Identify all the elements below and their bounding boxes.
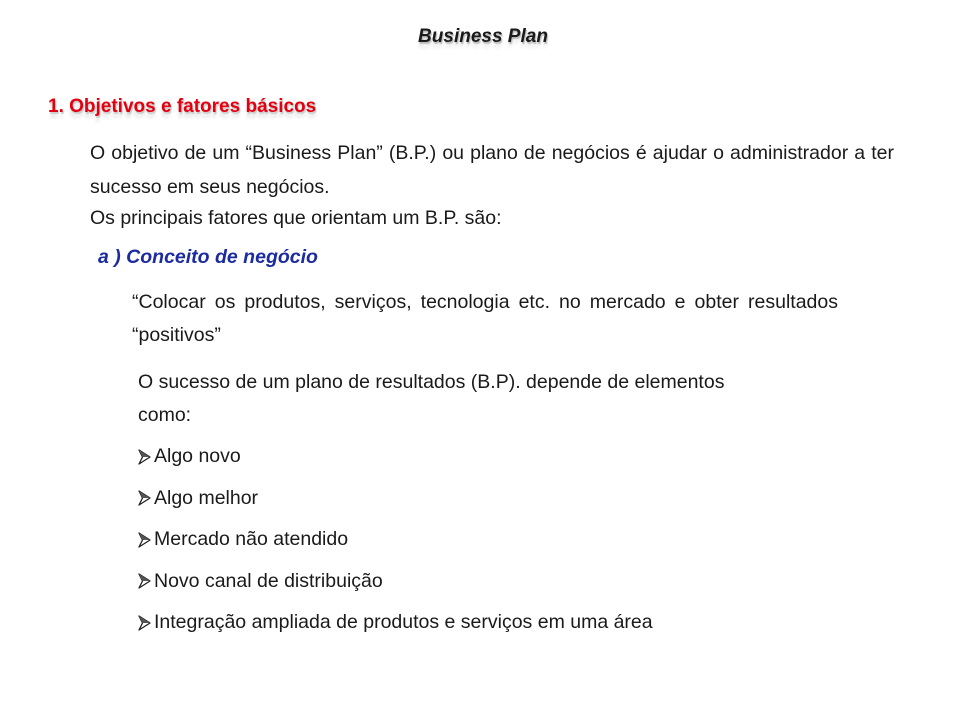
elements-list bbox=[138, 436, 653, 644]
slide-title: Business Plan bbox=[418, 26, 548, 47]
concept-quote: “Colocar os produtos, serviços, tecnologia etc. no mercado e obter resultados “positivos” bbox=[132, 291, 838, 346]
list-item bbox=[138, 519, 653, 561]
list-item-label: Mercado não atendido bbox=[154, 528, 349, 551]
business-concept-heading: a ) Conceito de negócio bbox=[98, 246, 318, 268]
arrow-bullet-icon bbox=[138, 615, 151, 631]
list-item-label: Algo melhor bbox=[154, 486, 259, 509]
list-item bbox=[138, 436, 653, 478]
arrow-bullet-icon bbox=[138, 490, 151, 506]
list-item-label: Integração ampliada de produtos e serviços em uma área bbox=[154, 611, 653, 634]
list-item-label: Algo novo bbox=[154, 445, 241, 468]
list-item bbox=[138, 561, 653, 603]
section-heading: 1. Objetivos e fatores básicos bbox=[48, 96, 317, 117]
list-item bbox=[138, 602, 653, 644]
arrow-bullet-icon bbox=[138, 449, 151, 465]
list-item bbox=[138, 478, 653, 520]
factors-paragraph: Os principais fatores que orientam um B.P. são: bbox=[90, 207, 502, 229]
success-paragraph: O sucesso de um plano de resultados (B.P). depende de elementos como: bbox=[138, 371, 725, 426]
intro-paragraph: O objetivo de um “Business Plan” (B.P.) ou plano de negócios é ajudar o administrador a ter sucesso em seus negócios. bbox=[90, 142, 894, 198]
arrow-bullet-icon bbox=[138, 532, 151, 548]
list-item-label: Novo canal de distribuição bbox=[154, 569, 383, 592]
arrow-bullet-icon bbox=[138, 573, 151, 589]
